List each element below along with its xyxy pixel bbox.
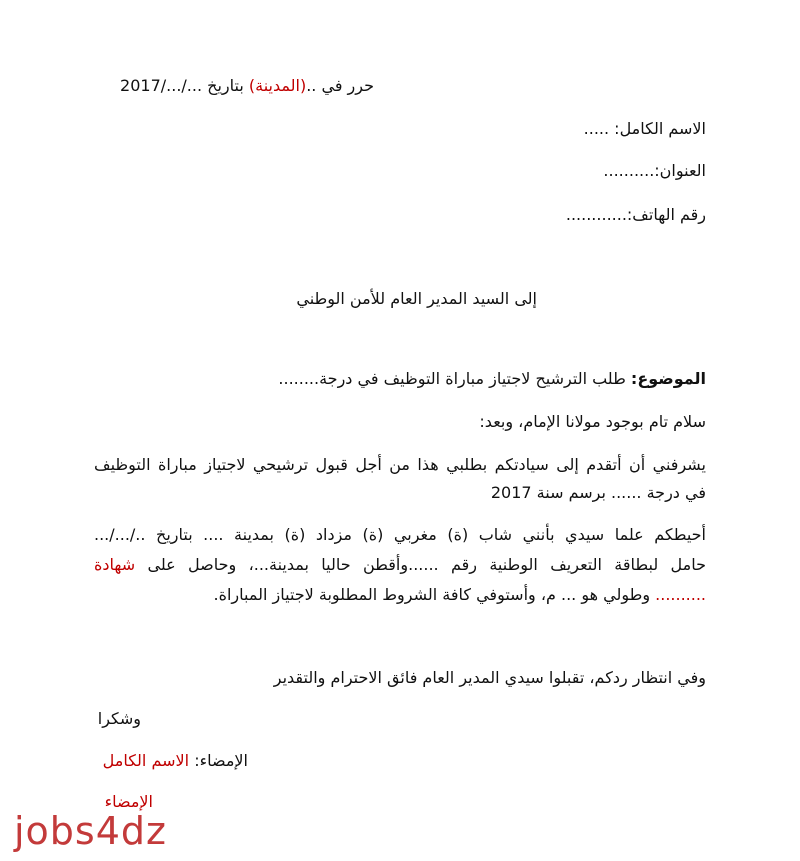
closing-line: وفي انتظار ردكم، تقبلوا سيدي المدير العام فائق الاحترام والتقدير [273,668,706,687]
watermark-logo: jobs4dz [14,809,167,853]
certificate-word: شهادة [94,555,136,574]
phone-field: رقم الهاتف:............ [565,205,706,224]
recipient-line: إلى السيد المدير العام للأمن الوطني [296,289,537,308]
certificate-placeholder: .......... [655,585,706,604]
paragraph2-line2-text: حامل لبطاقة التعريف الوطنية رقم ......وأقطن حاليا بمدينة...، وحاصل على [147,555,706,574]
paragraph1-line1: يشرفني أن أتقدم إلى سيادتكم بطلبي هذا من أجل قبول ترشيحي لاجتياز مباراة التوظيف [94,455,706,474]
paragraph2-line1: أحيطكم علما سيدي بأنني شاب (ة) مغربي (ة) مزداد (ة) بمدينة .... بتاريخ ../.../... [94,525,706,544]
greeting-line: سلام تام بوجود مولانا الإمام، وبعد: [479,412,706,431]
signature-line [103,751,248,771]
paragraph2-line2 [94,555,706,575]
signature-name: الاسم الكامل [102,751,190,770]
signature-mark: الإمضاء [104,792,153,811]
place-prefix: حرر في .. [306,76,374,95]
subject-text: طلب الترشيح لاجتياز مباراة التوظيف في درجة........ [278,369,631,388]
paragraph2-line3-text: وطولي هو ... م، وأستوفي كافة الشروط المطلوبة لاجتياز المباراة. [213,585,656,604]
paragraph1-line2: في درجة ...... برسم سنة 2017 [490,483,706,502]
subject-label: الموضوع: [630,369,706,388]
date-text: بتاريخ .../.../2017 [120,76,249,95]
city-placeholder: (المدينة) [248,76,307,95]
thanks-line: وشكرا [97,709,141,728]
place-date-line [120,76,374,96]
subject-line [278,369,706,389]
paragraph2-line3 [214,585,706,605]
signature-label: الإمضاء: [194,751,248,770]
full-name-field: الاسم الكامل: ..... [583,119,706,138]
address-field: العنوان:.......... [603,161,706,180]
